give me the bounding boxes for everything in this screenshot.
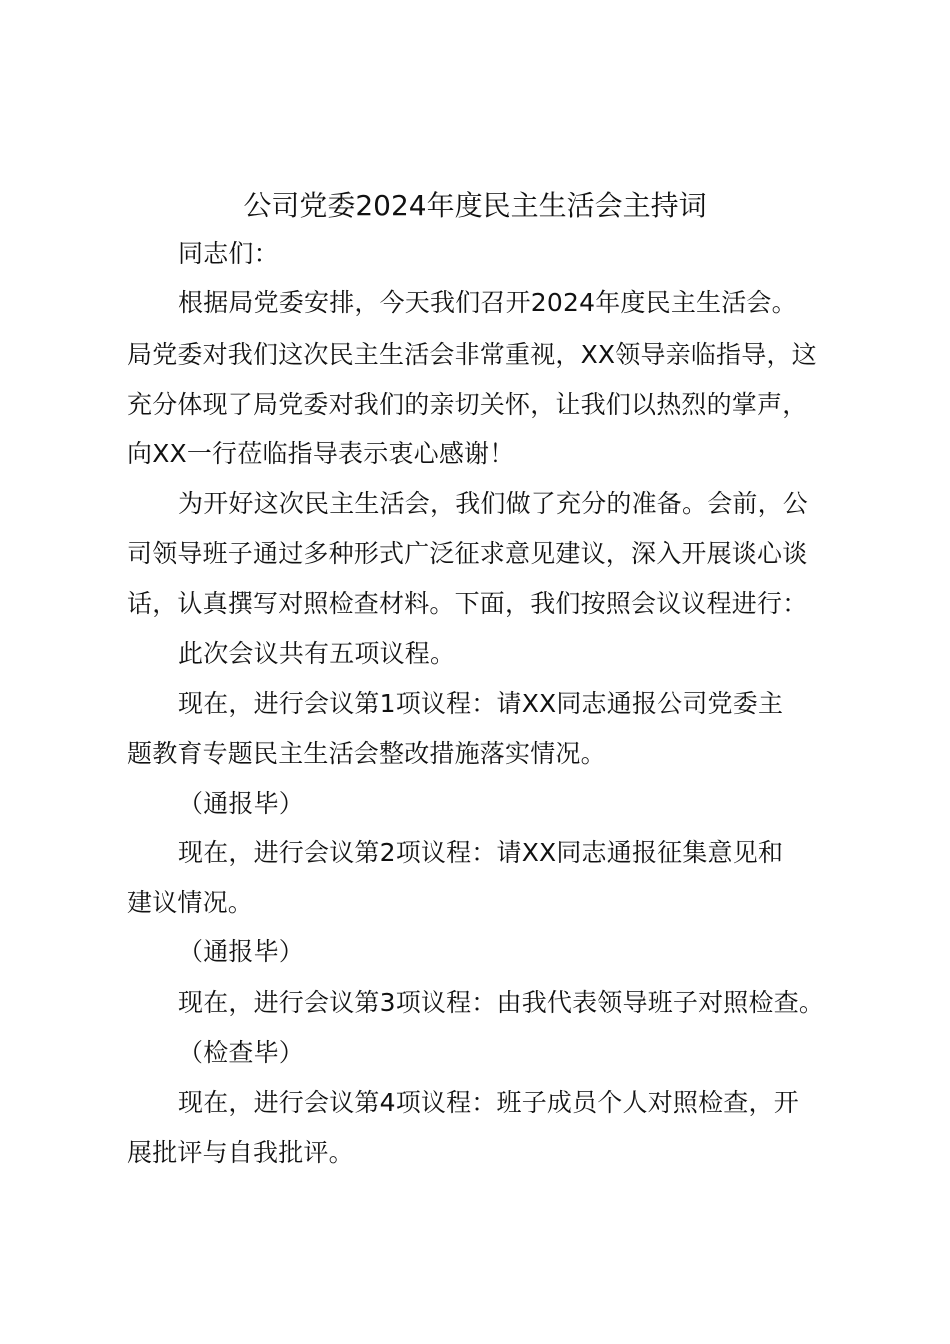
agenda-note-line: （检查毕） [178,1038,305,1067]
paragraph-line: 向XX一行莅临指导表示衷心感谢！ [127,439,515,468]
document-title: 公司党委2024年度民主生活会主持词 [243,189,707,222]
paragraph-line: 此次会议共有五项议程。 [178,639,456,668]
paragraph-line: 局党委对我们这次民主生活会非常重视，XX领导亲临指导，这 [127,340,817,369]
paragraph-line: 司领导班子通过多种形式广泛征求意见建议，深入开展谈心谈 [127,539,808,568]
agenda-item-line: 题教育专题民主生活会整改措施落实情况。 [127,739,606,768]
agenda-item-line: 建议情况。 [127,888,254,917]
agenda-item-line: 现在，进行会议第2项议程：请XX同志通报征集意见和 [178,838,784,867]
agenda-item-line: 现在，进行会议第4项议程：班子成员个人对照检查，开 [178,1088,799,1117]
agenda-note-line: （通报毕） [178,789,305,818]
agenda-item-line: 现在，进行会议第1项议程：请XX同志通报公司党委主 [178,689,784,718]
paragraph-line: 根据局党委安排，今天我们召开2024年度民主生活会。 [178,288,797,317]
agenda-note-line: （通报毕） [178,937,305,966]
agenda-item-line: 展批评与自我批评。 [127,1138,354,1167]
paragraph-line: 为开好这次民主生活会，我们做了充分的准备。会前，公 [178,489,809,518]
salutation-line: 同志们： [178,239,279,268]
agenda-item-line: 现在，进行会议第3项议程：由我代表领导班子对照检查。 [178,988,825,1017]
paragraph-line: 话，认真撰写对照检查材料。下面，我们按照会议议程进行： [127,589,808,618]
paragraph-line: 充分体现了局党委对我们的亲切关怀，让我们以热烈的掌声， [127,390,808,419]
